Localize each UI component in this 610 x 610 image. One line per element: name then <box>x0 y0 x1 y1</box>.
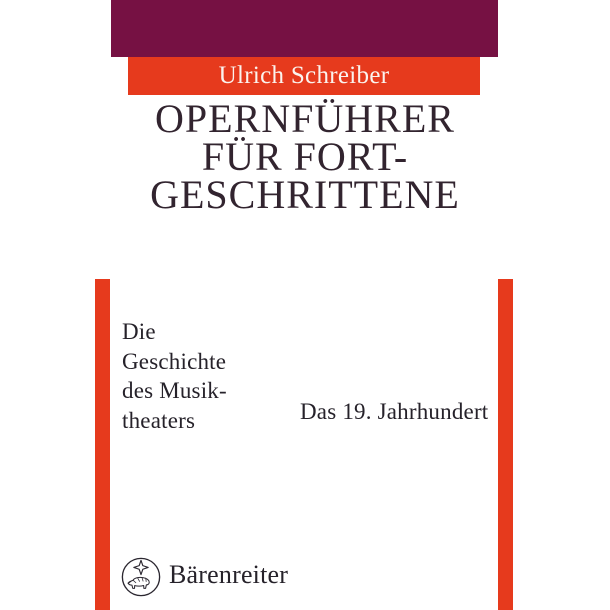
right-red-bar <box>498 279 513 610</box>
book-title <box>0 96 610 217</box>
title-line-2: FÜR FORT- <box>201 134 409 179</box>
top-maroon-block <box>111 0 498 57</box>
baerenreiter-bear-star-icon <box>120 556 162 598</box>
series-line-2: Geschichte <box>122 348 227 374</box>
series-title <box>122 317 227 435</box>
volume-subtitle: Das 19. Jahrhundert <box>300 399 489 424</box>
publisher-name: Bärenreiter <box>169 560 289 589</box>
series-line-3: des Musik- <box>122 378 227 403</box>
series-line-1: Die <box>122 319 156 344</box>
left-red-bar <box>95 279 110 610</box>
author-band <box>128 57 480 95</box>
author-name: Ulrich Schreiber <box>218 61 390 89</box>
publisher-imprint <box>120 556 288 598</box>
series-line-4: theaters <box>122 407 196 433</box>
title-line-3: GESCHRITTENE <box>150 172 460 217</box>
title-line-1: OPERNFÜHRER <box>155 96 455 141</box>
